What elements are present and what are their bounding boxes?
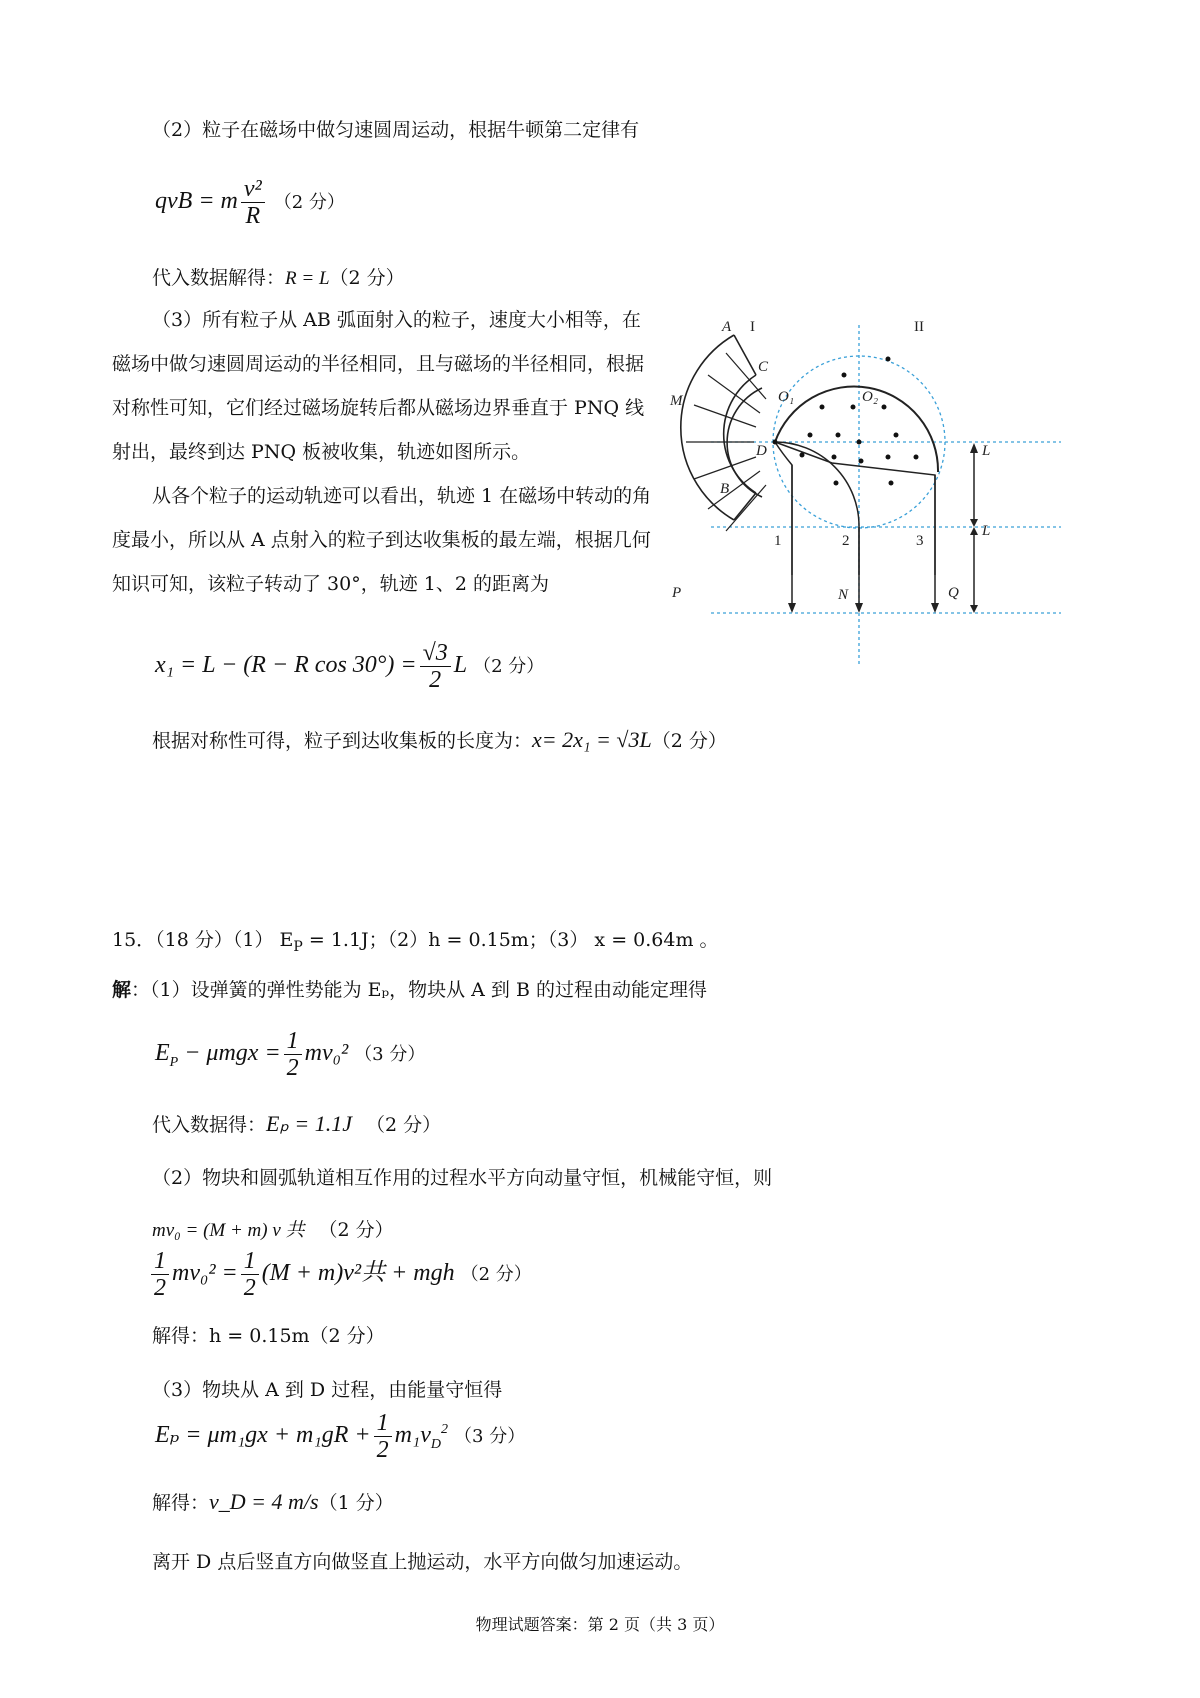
source-arrows: [686, 353, 766, 531]
q15-part2-result: 解得：h = 0.15m（2 分）: [152, 1325, 385, 1347]
fig-label-d: D: [756, 443, 767, 459]
q15-header-sub: P: [293, 938, 303, 955]
q15-p2-eq1: mv₀ = (M + m) v 共: [152, 1220, 305, 1241]
q15-part2-eq2: [148, 1248, 532, 1301]
part2-result-eq: R = L: [285, 268, 330, 289]
q15-p3-res-label: 解得：: [152, 1492, 210, 1514]
part3-final-eq: x= 2x₁ = √3L: [532, 727, 652, 752]
q15-p2-eq2-a: mv₀² =: [172, 1260, 238, 1287]
q15-res1-score: （2 分）: [366, 1114, 442, 1136]
q15-p2-eq1-score: （2 分）: [318, 1219, 394, 1241]
fig-label-region1: I: [750, 319, 755, 335]
point-o1: [773, 440, 778, 445]
field-boundary: [775, 387, 938, 472]
q15-header: [112, 926, 719, 961]
q15-p2-eq2-b: (M + m)v²共 + mgh: [261, 1260, 455, 1287]
fig-label-o2: O₂: [862, 389, 879, 405]
x1-score: （2 分）: [473, 656, 545, 678]
x1-den: 2: [429, 667, 442, 693]
q15-p2-half-a: [151, 1248, 169, 1301]
part2-intro: （2）粒子在磁场中做匀速圆周运动，根据牛顿第二定律有: [152, 119, 640, 141]
fig-label-track1: 1: [774, 533, 782, 549]
trajectories: [775, 442, 935, 575]
q15-res1-label: 代入数据得：: [152, 1114, 267, 1136]
q15-res1-eq: Eₚ = 1.1J: [266, 1111, 352, 1136]
q15-part3-last: 离开 D 点后竖直方向做竖直上抛运动，水平方向做匀加速运动。: [152, 1551, 693, 1573]
eq1-fraction: [241, 176, 265, 229]
x1-num: √3: [420, 640, 451, 667]
x1-fraction: [420, 640, 451, 693]
fig-label-p: P: [672, 585, 682, 601]
fig-label-b: B: [720, 481, 730, 497]
q15-eq1-score: （3 分）: [354, 1044, 426, 1066]
fig-label-c: C: [758, 359, 769, 375]
fig-label-track3: 3: [916, 533, 924, 549]
q15-eq1-fraction: [284, 1028, 302, 1081]
q15-eq1-mid: − μmgx =: [178, 1040, 281, 1067]
q15-p3-half-den: 2: [376, 1437, 389, 1463]
q15-p3-eq-a: Eₚ = μm₁gx + m₁gR +: [155, 1422, 371, 1449]
q15-part2-intro: （2）物块和圆弧轨道相互作用的过程水平方向动量守恒，机械能守恒，则: [152, 1167, 773, 1189]
q15-p3-res-score: （1 分）: [318, 1492, 394, 1514]
q15-eq1-rhs: mv₀²: [304, 1040, 349, 1067]
dashed-guides: [711, 325, 1061, 667]
q15-header-text: 15．（18 分）（1） E: [112, 929, 294, 951]
q15-p2-half-a-den: 2: [154, 1275, 166, 1301]
fig-label-q: Q: [948, 585, 959, 601]
fig-label-region2: II: [914, 319, 924, 335]
q15-p2-half-a-num: 1: [151, 1248, 169, 1275]
q15-solution-label: 解: [112, 979, 132, 1001]
eq1-lhs: qvB = m: [155, 188, 238, 215]
part2-result-score: （2 分）: [329, 267, 405, 289]
part2-result-label: 代入数据解得：: [152, 267, 286, 289]
part3-para2-text: 从各个粒子的运动轨迹可以看出，轨迹 1 在磁场中转动的角度最小，所以从 A 点射入的粒子到达收集板的最左端，根据几何知识可知，该粒子转动了 30°，轨迹 1、2 的距离为: [112, 485, 652, 595]
q15-p3-eq-score: （3 分）: [454, 1426, 526, 1448]
page-footer: 物理试题答案：第 2 页（共 3 页）: [475, 1615, 725, 1634]
q15-solution-text: ：（1）设弹簧的弹性势能为 Eₚ，物块从 A 到 B 的过程由动能定理得: [131, 979, 707, 1001]
part3-equation-x1: [155, 640, 544, 693]
part3-final-text: 根据对称性可得，粒子到达收集板的长度为：: [152, 730, 533, 752]
q15-header-rest: = 1.1J；（2）h = 0.15m；（3） x = 0.64m 。: [302, 929, 719, 951]
q15-p2-eq2-score: （2 分）: [460, 1264, 532, 1286]
part3-final-score: （2 分）: [651, 730, 727, 752]
eq1-num: v²: [241, 176, 265, 203]
fig-label-m: M: [670, 393, 683, 409]
part3-final: [152, 726, 727, 755]
q15-p3-eq-b-sup: 2: [441, 1422, 449, 1438]
fig-label-track2: 2: [842, 533, 850, 549]
q15-p3-half: [374, 1410, 392, 1463]
part3-paragraph-2: [112, 474, 652, 606]
q15-p2-half-b-den: 2: [243, 1275, 256, 1301]
fig-label-o1: O₁: [778, 389, 795, 405]
fig-label-l-upper: L: [982, 443, 991, 459]
part3-para1-text: （3）所有粒子从 AB 弧面射入的粒子，速度大小相等，在磁场中做匀速圆周运动的半径相同，且与磁场的半径相同，根据对称性可知，它们经过磁场旋转后都从磁场边界垂直于 PNQ 线射出，最终到达 PNQ 板被收集，轨迹如图所示。: [112, 309, 645, 463]
q15-p2-half-b: [241, 1248, 259, 1301]
fig-label-n: N: [838, 587, 849, 603]
q15-part2-eq1: [152, 1216, 394, 1245]
q15-solution-intro: [112, 976, 707, 1004]
part2-equation-1: [155, 176, 345, 229]
fig-label-a: A: [722, 319, 732, 335]
drop-lines: [792, 447, 974, 609]
q15-eq1-lhs-sub: P: [169, 1054, 179, 1070]
eq1-den: R: [245, 203, 261, 229]
q15-part3-intro: （3）物块从 A 到 D 过程，由能量守恒得: [152, 1379, 503, 1401]
q15-p3-res-eq: v_D = 4 m/s: [209, 1489, 319, 1514]
q15-p3-eq-b-sub: D: [430, 1436, 442, 1452]
x1-tail: L: [453, 652, 468, 679]
magnetic-field-figure: [670, 319, 1066, 675]
x1-lhs: x₁ = L − (R − R cos 30°) =: [155, 652, 417, 679]
fig-label-l-lower: L: [982, 523, 991, 539]
part3-paragraph-1: [112, 298, 652, 474]
q15-eq1-num: 1: [284, 1028, 302, 1055]
eq1-score: （2 分）: [273, 192, 345, 214]
q15-result-1: [152, 1110, 441, 1139]
q15-part3-eq: [155, 1410, 525, 1463]
point-o2: [857, 440, 862, 445]
q15-eq1-lhs: E: [155, 1040, 170, 1067]
q15-eq1-den: 2: [286, 1055, 299, 1081]
q15-equation-1: [155, 1028, 425, 1081]
q15-part3-result: [152, 1488, 394, 1517]
q15-p2-half-b-num: 1: [241, 1248, 259, 1275]
q15-p3-half-num: 1: [374, 1410, 392, 1437]
q15-p3-eq-b: m₁v: [394, 1422, 431, 1449]
part2-result: [152, 264, 405, 293]
